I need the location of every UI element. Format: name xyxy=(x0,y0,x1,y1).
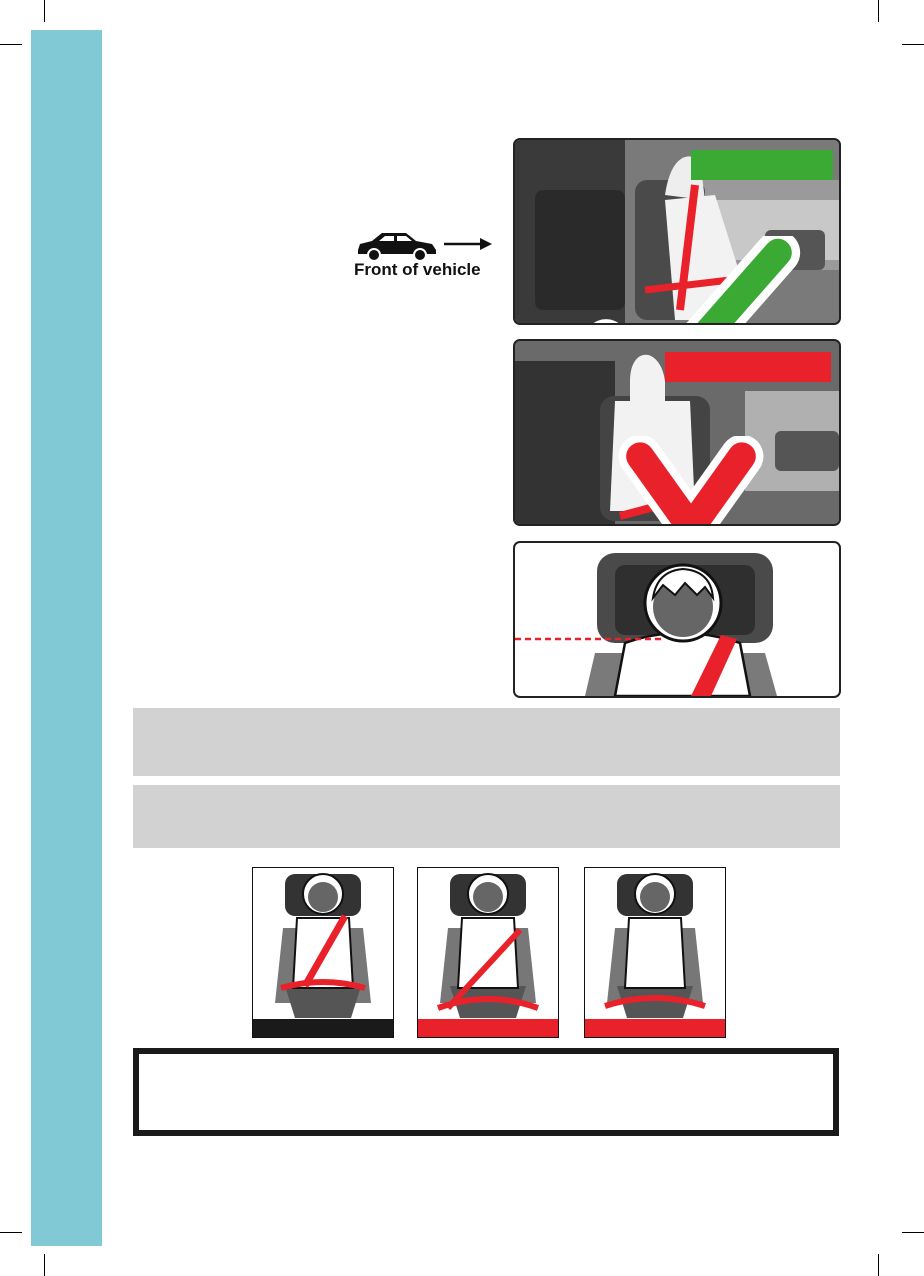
crop-mark xyxy=(0,1232,22,1233)
child-seat-thumbnail xyxy=(253,868,393,1037)
incorrect-label-bar xyxy=(665,352,831,382)
note-box-2 xyxy=(133,785,840,848)
crop-mark xyxy=(878,1254,879,1276)
crop-mark xyxy=(902,44,924,45)
thumbnail-status-bar xyxy=(585,1019,725,1037)
right-arrow-icon xyxy=(444,238,492,250)
thumbnail-status-bar xyxy=(418,1019,558,1037)
correct-position-photo xyxy=(513,138,841,325)
crop-mark xyxy=(0,44,22,45)
crop-mark xyxy=(44,1254,45,1276)
thumbnail-status-bar xyxy=(253,1019,393,1037)
warning-box xyxy=(133,1048,839,1136)
incorrect-position-photo xyxy=(513,339,841,526)
thumbnail-correct-fit xyxy=(252,867,394,1038)
child-seat-thumbnail xyxy=(585,868,725,1037)
front-of-vehicle-caption: Front of vehicle xyxy=(354,260,481,279)
crop-mark xyxy=(902,1232,924,1233)
vehicle-direction-indicator xyxy=(352,228,497,280)
crop-mark xyxy=(44,0,45,22)
child-seat-thumbnail xyxy=(418,868,558,1037)
page-sidebar xyxy=(31,30,102,1246)
correct-label-bar xyxy=(691,150,833,180)
x-mark-icon xyxy=(529,436,841,526)
car-icon xyxy=(354,228,440,262)
headrest-height-diagram xyxy=(513,541,841,698)
thumbnail-incorrect-fit-1 xyxy=(417,867,559,1038)
check-mark-icon xyxy=(530,236,841,325)
child-headrest-illustration xyxy=(515,543,839,696)
note-box-1 xyxy=(133,708,840,776)
crop-mark xyxy=(878,0,879,22)
thumbnail-incorrect-fit-2 xyxy=(584,867,726,1038)
